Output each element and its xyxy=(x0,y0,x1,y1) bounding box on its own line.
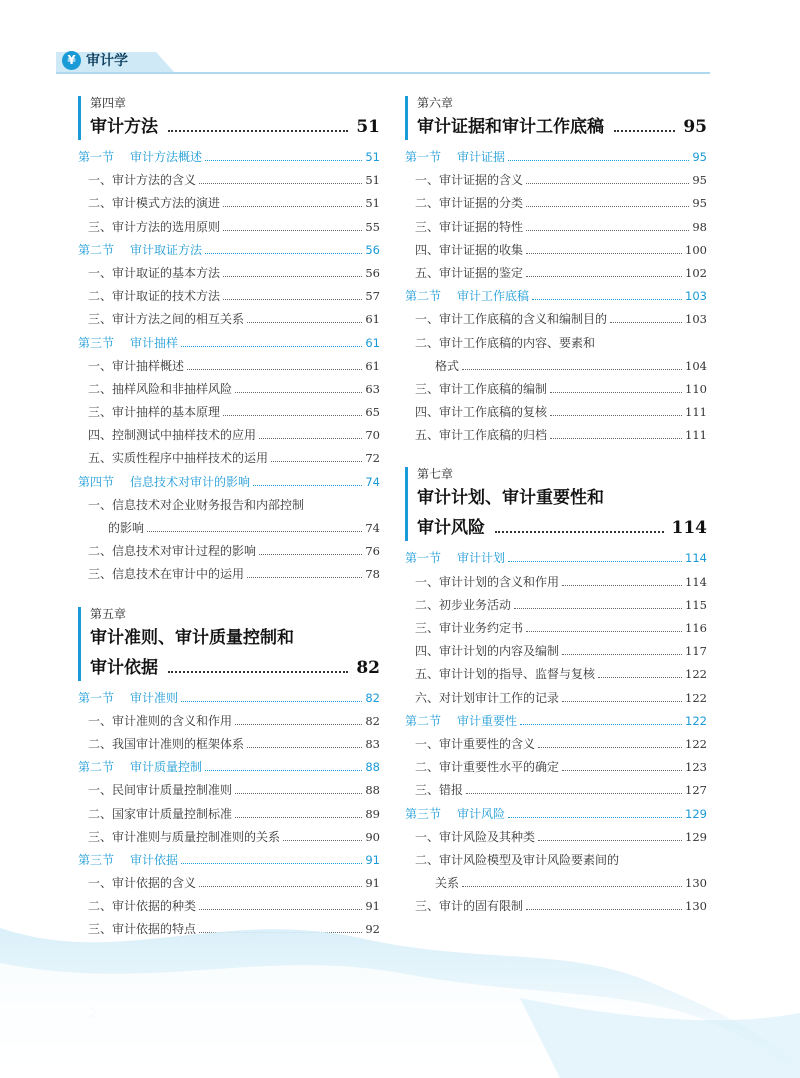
item-page: 130 xyxy=(685,899,707,914)
item-title: 一、审计重要性的含义 xyxy=(415,736,536,751)
leader-dots xyxy=(550,414,682,416)
item-page: 51 xyxy=(365,173,380,188)
chapter-page: 82 xyxy=(356,657,380,678)
leader-dots xyxy=(205,159,362,161)
item-page: 104 xyxy=(685,358,707,373)
item-page: 122 xyxy=(685,690,707,705)
leader-dots xyxy=(508,560,682,562)
section-page: 122 xyxy=(685,713,707,728)
section-entry[interactable] xyxy=(405,547,707,570)
section-title: 审计依据 xyxy=(130,852,179,867)
chapter-title: 审计风险 xyxy=(417,518,485,539)
item-title: 二、审计证据的分类 xyxy=(415,196,524,211)
item-title: 一、审计取证的基本方法 xyxy=(88,265,221,280)
item-page: 56 xyxy=(365,265,380,280)
chapter-accent-bar xyxy=(78,607,81,681)
toc-item[interactable] xyxy=(78,872,380,895)
item-title: 关系 xyxy=(435,876,460,891)
item-title: 二、审计工作底稿的内容、要素和 xyxy=(415,335,596,350)
leader-dots xyxy=(532,298,682,300)
leader-dots xyxy=(562,700,682,702)
item-page: 103 xyxy=(685,312,707,327)
leader-dots xyxy=(462,885,682,887)
leader-dots xyxy=(526,252,682,254)
section-title: 审计取证方法 xyxy=(130,242,203,257)
item-page: 72 xyxy=(365,451,380,466)
toc-item[interactable] xyxy=(78,494,380,517)
leader-dots xyxy=(466,792,682,794)
toc-item[interactable] xyxy=(405,192,707,215)
section-number: 第一节 xyxy=(405,150,442,164)
leader-dots xyxy=(495,530,664,533)
toc-item[interactable] xyxy=(405,308,707,331)
section-page: 61 xyxy=(365,335,380,350)
item-page: 65 xyxy=(365,405,380,420)
toc-item[interactable] xyxy=(78,308,380,331)
chapter-heading xyxy=(405,94,707,142)
item-title: 二、审计取证的技术方法 xyxy=(88,289,221,304)
chapter-page: 114 xyxy=(671,518,707,539)
leader-dots xyxy=(526,182,689,184)
item-title: 四、审计证据的收集 xyxy=(415,242,524,257)
chapter-accent-bar xyxy=(405,96,408,140)
section-entry[interactable] xyxy=(78,471,380,494)
leader-dots xyxy=(526,275,682,277)
chapter-title: 审计证据和审计工作底稿 xyxy=(417,117,604,137)
leader-dots xyxy=(259,437,362,439)
leader-dots xyxy=(147,530,362,532)
section-number: 第四节 xyxy=(78,474,115,489)
toc-item[interactable] xyxy=(78,803,380,826)
chapter-title-row[interactable] xyxy=(90,653,380,683)
section-page: 51 xyxy=(365,150,380,164)
chapter-heading xyxy=(78,94,380,142)
item-page: 88 xyxy=(365,783,380,798)
leader-dots xyxy=(614,129,675,132)
toc-item[interactable] xyxy=(405,640,707,663)
item-page: 70 xyxy=(365,428,380,443)
leader-dots xyxy=(205,252,362,254)
item-title: 四、审计工作底稿的复核 xyxy=(415,405,548,420)
section-entry[interactable] xyxy=(78,239,380,262)
item-title: 一、审计工作底稿的含义和编制目的 xyxy=(415,312,608,327)
leader-dots xyxy=(247,321,362,323)
item-page: 102 xyxy=(685,265,707,280)
item-title: 三、错报 xyxy=(415,783,464,798)
item-page: 115 xyxy=(685,597,707,612)
section-page: 88 xyxy=(365,760,380,775)
leader-dots xyxy=(550,391,682,393)
section-number: 第三节 xyxy=(78,852,115,867)
item-page: 129 xyxy=(685,829,707,844)
section-number: 第二节 xyxy=(78,760,115,775)
chapter-heading xyxy=(405,465,707,543)
leader-dots xyxy=(187,368,362,370)
toc-item[interactable] xyxy=(405,378,707,401)
leader-dots xyxy=(598,676,682,678)
section-number: 第一节 xyxy=(405,551,442,566)
section-title: 审计抽样 xyxy=(130,335,179,350)
section-entry[interactable] xyxy=(78,146,380,169)
toc-item[interactable] xyxy=(78,826,380,849)
chapter-label: 第六章 xyxy=(417,96,454,110)
toc-item-continuation[interactable] xyxy=(405,355,707,378)
item-title: 四、审计计划的内容及编制 xyxy=(415,644,560,659)
leader-dots xyxy=(181,862,362,864)
toc-item[interactable] xyxy=(405,424,707,447)
section-page: 82 xyxy=(365,690,380,705)
book-title: 审计学 xyxy=(86,53,128,69)
chapter-accent-bar xyxy=(78,96,81,140)
item-title: 格式 xyxy=(435,358,460,373)
toc-item[interactable] xyxy=(78,563,380,586)
toc-item[interactable] xyxy=(78,355,380,378)
chapter-title-row[interactable] xyxy=(417,112,707,142)
leader-dots xyxy=(247,576,362,578)
item-page: 74 xyxy=(365,521,380,535)
leader-dots xyxy=(610,321,682,323)
toc-item[interactable] xyxy=(405,687,707,710)
item-page: 78 xyxy=(365,567,380,582)
item-page: 127 xyxy=(685,783,707,798)
chapter-title-row[interactable] xyxy=(90,112,380,142)
section-title: 审计工作底稿 xyxy=(457,289,530,304)
item-title: 二、国家审计质量控制标准 xyxy=(88,806,233,821)
section-number: 第三节 xyxy=(78,335,115,350)
section-title: 审计质量控制 xyxy=(130,760,203,775)
item-page: 90 xyxy=(365,829,380,844)
item-page: 100 xyxy=(685,242,707,257)
section-entry[interactable] xyxy=(405,285,707,308)
item-title: 三、审计抽样的基本原理 xyxy=(88,405,221,420)
section-title: 信息技术对审计的影响 xyxy=(130,474,251,489)
item-title: 三、审计依据的特点 xyxy=(88,922,197,937)
item-page: 61 xyxy=(365,358,380,373)
chapter-title: 审计依据 xyxy=(90,657,158,678)
toc-item[interactable] xyxy=(78,262,380,285)
section-number: 第一节 xyxy=(78,690,115,705)
item-title: 四、控制测试中抽样技术的应用 xyxy=(88,428,257,443)
toc-item[interactable] xyxy=(78,192,380,215)
item-page: 98 xyxy=(692,219,707,234)
leader-dots xyxy=(199,182,362,184)
section-number: 第三节 xyxy=(405,806,442,821)
leader-dots xyxy=(271,460,362,462)
item-title: 五、审计计划的指导、监督与复核 xyxy=(415,667,596,682)
section-entry[interactable] xyxy=(405,146,707,169)
toc-item[interactable] xyxy=(78,401,380,424)
chapter-label: 第五章 xyxy=(90,606,127,621)
leader-dots xyxy=(247,746,362,748)
item-page: 95 xyxy=(692,173,707,188)
section-title: 审计方法概述 xyxy=(130,150,203,164)
section-entry[interactable] xyxy=(78,849,380,872)
chapter-title-line: 审计计划、审计重要性和 xyxy=(417,488,604,509)
item-page: 111 xyxy=(685,428,707,443)
item-page: 82 xyxy=(365,713,380,728)
item-page: 110 xyxy=(685,381,707,396)
section-page: 91 xyxy=(365,852,380,867)
leader-dots xyxy=(223,275,362,277)
item-page: 91 xyxy=(365,899,380,914)
chapter-accent-bar xyxy=(405,467,408,541)
leader-dots xyxy=(514,607,682,609)
section-number: 第二节 xyxy=(78,242,115,257)
section-title: 审计证据 xyxy=(457,150,506,164)
toc-item[interactable] xyxy=(78,540,380,563)
leader-dots xyxy=(223,229,362,231)
item-title: 二、抽样风险和非抽样风险 xyxy=(88,381,233,396)
chapter-label: 第四章 xyxy=(90,96,127,110)
section-entry[interactable] xyxy=(405,803,707,826)
leader-dots xyxy=(508,816,682,818)
toc-item-continuation[interactable] xyxy=(405,872,707,895)
item-page: 51 xyxy=(365,196,380,211)
leader-dots xyxy=(538,839,682,841)
leader-dots xyxy=(562,584,682,586)
item-page: 95 xyxy=(692,196,707,211)
section-title: 审计计划 xyxy=(457,551,506,566)
item-title: 三、审计业务约定书 xyxy=(415,621,524,635)
leader-dots xyxy=(259,553,362,555)
section-entry[interactable] xyxy=(405,710,707,733)
item-page: 55 xyxy=(365,219,380,234)
item-title: 一、审计计划的含义和作用 xyxy=(415,574,560,589)
leader-dots xyxy=(538,746,682,748)
section-number: 第一节 xyxy=(78,150,115,164)
toc-item[interactable] xyxy=(78,378,380,401)
toc-item[interactable] xyxy=(78,216,380,239)
item-page: 123 xyxy=(685,760,707,775)
leader-dots xyxy=(462,368,682,370)
section-page: 95 xyxy=(692,150,707,164)
leader-dots xyxy=(235,816,362,818)
section-page: 129 xyxy=(685,806,707,821)
toc-item[interactable] xyxy=(405,594,707,617)
item-title: 三、审计证据的特性 xyxy=(415,219,524,234)
leader-dots xyxy=(223,414,362,416)
chapter-spacer xyxy=(405,447,707,465)
section-page: 56 xyxy=(365,242,380,257)
item-page: 116 xyxy=(685,621,707,635)
toc-item[interactable] xyxy=(405,332,707,355)
item-title: 的影响 xyxy=(108,521,145,535)
item-title: 五、审计证据的鉴定 xyxy=(415,265,524,280)
toc-item[interactable] xyxy=(78,447,380,470)
leader-dots xyxy=(508,159,689,161)
header-divider xyxy=(56,72,710,74)
leader-dots xyxy=(168,129,348,132)
item-page: 122 xyxy=(685,736,707,751)
item-title: 一、审计准则的含义和作用 xyxy=(88,713,233,728)
chapter-heading xyxy=(78,605,380,683)
item-page: 117 xyxy=(685,644,707,659)
item-title: 一、信息技术对企业财务报告和内部控制 xyxy=(88,497,305,512)
leader-dots xyxy=(181,345,362,347)
toc-item[interactable] xyxy=(78,733,380,756)
toc-item[interactable] xyxy=(405,401,707,424)
section-title: 审计风险 xyxy=(457,806,506,821)
toc-item[interactable] xyxy=(405,733,707,756)
item-title: 六、对计划审计工作的记录 xyxy=(415,690,560,705)
toc-item[interactable] xyxy=(78,710,380,733)
chapter-title: 审计方法 xyxy=(90,117,158,137)
item-title: 二、信息技术对审计过程的影响 xyxy=(88,544,257,559)
item-title: 三、审计准则与质量控制准则的关系 xyxy=(88,829,281,844)
item-title: 三、信息技术在审计中的运用 xyxy=(88,567,245,582)
toc-item[interactable] xyxy=(405,826,707,849)
item-page: 92 xyxy=(365,922,380,937)
toc-item[interactable] xyxy=(405,262,707,285)
item-page: 57 xyxy=(365,289,380,304)
leader-dots xyxy=(199,885,362,887)
toc-item[interactable] xyxy=(405,663,707,686)
section-page: 103 xyxy=(685,289,707,304)
leader-dots xyxy=(235,723,362,725)
item-page: 114 xyxy=(685,574,707,589)
leader-dots xyxy=(526,229,689,231)
item-title: 一、审计风险及其种类 xyxy=(415,829,536,844)
item-title: 三、审计方法之间的相互关系 xyxy=(88,312,245,327)
section-number: 第二节 xyxy=(405,713,442,728)
chapter-spacer xyxy=(78,587,380,605)
toc-item[interactable] xyxy=(405,849,707,872)
item-title: 一、民间审计质量控制准则 xyxy=(88,783,233,798)
item-page: 83 xyxy=(365,736,380,751)
chapter-title-line: 审计准则、审计质量控制和 xyxy=(90,627,294,648)
chapter-title-row[interactable] xyxy=(417,513,707,543)
leader-dots xyxy=(181,700,362,702)
chapter-page: 95 xyxy=(683,117,707,137)
leader-dots xyxy=(526,205,689,207)
section-page: 74 xyxy=(365,474,380,489)
item-page: 63 xyxy=(365,381,380,396)
item-page: 122 xyxy=(685,667,707,682)
item-title: 二、审计风险模型及审计风险要素间的 xyxy=(415,852,620,867)
item-title: 一、审计方法的含义 xyxy=(88,173,197,188)
section-number: 第二节 xyxy=(405,289,442,304)
item-title: 一、审计抽样概述 xyxy=(88,358,185,373)
leader-dots xyxy=(235,792,362,794)
toc-item[interactable] xyxy=(405,617,707,640)
item-title: 二、审计重要性水平的确定 xyxy=(415,760,560,775)
leader-dots xyxy=(223,298,362,300)
item-title: 二、审计模式方法的演进 xyxy=(88,196,221,211)
leader-dots xyxy=(205,769,362,771)
section-title: 审计重要性 xyxy=(457,713,518,728)
toc-item[interactable] xyxy=(78,169,380,192)
item-title: 五、审计工作底稿的归档 xyxy=(415,428,548,443)
leader-dots xyxy=(550,437,682,439)
item-title: 五、实质性程序中抽样技术的运用 xyxy=(88,451,269,466)
toc-item[interactable] xyxy=(405,779,707,802)
decorative-wave xyxy=(0,908,800,1078)
leader-dots xyxy=(562,653,682,655)
chapter-page: 51 xyxy=(356,117,380,137)
item-title: 一、审计证据的含义 xyxy=(415,173,524,188)
section-entry[interactable] xyxy=(78,687,380,710)
toc-left-column xyxy=(78,94,380,942)
item-page: 111 xyxy=(685,405,707,420)
leader-dots xyxy=(526,630,682,632)
item-title: 三、审计工作底稿的编制 xyxy=(415,381,548,396)
toc-item[interactable] xyxy=(78,424,380,447)
item-page: 89 xyxy=(365,806,380,821)
toc-item[interactable] xyxy=(405,216,707,239)
toc-item[interactable] xyxy=(405,571,707,594)
item-title: 二、我国审计准则的框架体系 xyxy=(88,736,245,751)
leader-dots xyxy=(235,391,362,393)
toc-item[interactable] xyxy=(405,239,707,262)
item-page: 61 xyxy=(365,312,380,327)
toc-right-column xyxy=(405,94,707,918)
item-title: 三、审计方法的选用原则 xyxy=(88,219,221,234)
toc-item[interactable] xyxy=(78,285,380,308)
section-title: 审计准则 xyxy=(130,690,179,705)
toc-item[interactable] xyxy=(405,169,707,192)
item-title: 二、审计依据的种类 xyxy=(88,899,197,914)
item-page: 76 xyxy=(365,544,380,559)
toc-item[interactable] xyxy=(78,779,380,802)
item-page: 91 xyxy=(365,876,380,891)
toc-item-continuation[interactable] xyxy=(78,517,380,540)
yuan-logo-icon: ¥ xyxy=(62,51,81,70)
item-title: 三、审计的固有限制 xyxy=(415,899,524,914)
leader-dots xyxy=(168,670,348,673)
item-title: 一、审计依据的含义 xyxy=(88,876,197,891)
section-entry[interactable] xyxy=(78,756,380,779)
leader-dots xyxy=(520,723,682,725)
item-title: 二、初步业务活动 xyxy=(415,597,512,612)
section-page: 114 xyxy=(685,551,707,566)
leader-dots xyxy=(223,205,362,207)
toc-item[interactable] xyxy=(405,756,707,779)
leader-dots xyxy=(253,484,362,486)
chapter-label: 第七章 xyxy=(417,467,454,482)
item-page: 130 xyxy=(685,876,707,891)
leader-dots xyxy=(283,839,362,841)
section-entry[interactable] xyxy=(78,332,380,355)
leader-dots xyxy=(562,769,682,771)
